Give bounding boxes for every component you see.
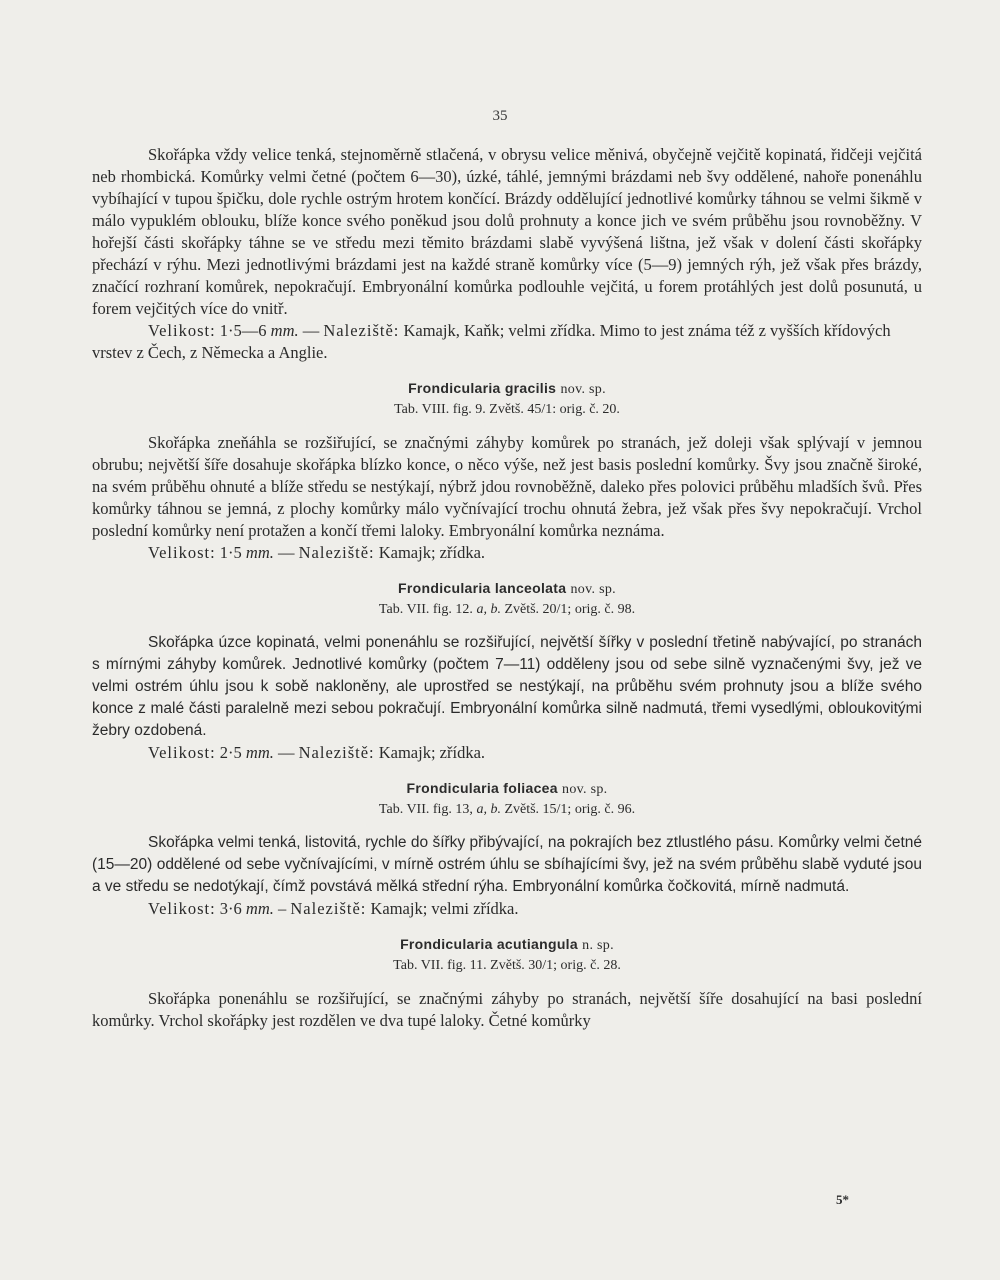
- plate-ref-magnification: Zvětš. 20/1; orig. č. 98.: [504, 602, 636, 617]
- plate-ref-parts: a, b.: [476, 802, 501, 817]
- species-title: [92, 578, 922, 600]
- species-description: Skořápka zneňáhla se rozšiřující, se značnými záhyby komůrek po stranách, jež doleji však splývají v jemnou obrubu; největší šíře dosahuje skořápka blízko konce, o něco výše, než jest basis poslední komůrky. Švy jsou značně široké, na svém průběhu ohnuté a blíže středu se nestýkají, nýbrž jdou rovnoběžně, daleko přes polovici průběhu mladších švů. Přes komůrky táhnou se jemná, z plochy komůrky málo vyčnívající trochu ohnutá žebra, jež však přes švy nepokračují. Vrchol poslední komůrky není protažen a končí třemi laloky. Embryonální komůrka neznáma.: [92, 433, 922, 540]
- size-label: Velikost:: [148, 743, 216, 762]
- species-note: nov. sp.: [570, 582, 616, 597]
- dash: —: [278, 543, 295, 562]
- intro-paragraph: Skořápka vždy velice tenká, stejnoměrně stlačená, v obrysu velice měnivá, obyčejně vejčitě kopinatá, řidčeji vejčitá neb rhombická. Komůrky velmi četné (počtem 6—30), úzké, táhlé, jemnými brázdami neb švy oddělené, nahoře ponenáhlu vybíhající v tupou špičku, dole rychle ostrým hrotem končící. Brázdy oddělující jednotlivé komůrky táhnou se velmi šikmě v málo vypuklém oblouku, blíže konce svého poněkud jsou dolů prohnuty a konce jich ve svém průběhu jsou rovnoběžny. V hořejší části skořápky táhne se ve středu mezi těmito brázdami slabě vyvýšená lištna, jež však v dolení části skořápky přechází v rýhu. Mezi jednotlivými brázdami jest na každé straně komůrky více (5—9) jemných rýh, jež však přes brázdy, značící rozhraní komůrek, nepokračují. Embryonální komůrka podlouhle vejčitá, u forem protáhlých jest dolů posunutá, u forem vejčitých více do vnitř.: [92, 145, 922, 318]
- plate-ref-figure: Tab. VIII. fig. 9.: [394, 402, 486, 417]
- locality-label: Naleziště:: [298, 543, 375, 562]
- species-title: [92, 378, 922, 400]
- intro-size-line: [92, 320, 922, 364]
- locality-value: Kamajk; zřídka.: [378, 743, 486, 762]
- signature-mark: 5*: [836, 1192, 849, 1207]
- plate-ref-magnification: Zvětš. 45/1: orig. č. 20.: [489, 402, 620, 417]
- locality-label: Naleziště:: [298, 743, 375, 762]
- size-label: Velikost:: [148, 899, 216, 918]
- species-name: Frondicularia lanceolata: [398, 580, 567, 596]
- plate-reference: [92, 400, 922, 420]
- species-name: Frondicularia acutiangula: [400, 936, 578, 952]
- locality-value: Kamajk; zřídka.: [378, 543, 486, 562]
- species-section: [92, 378, 922, 564]
- species-description: Skořápka velmi tenká, listovitá, rychle do šířky přibývající, na pokrajích bez ztlustlého pásu. Komůrky velmi četné (15—20) oddělené od sebe vyčnívajícími, v mírně ostrém úhlu se sbíhajícími švy, jež na svém průběhu slabě vyduté jsou a ve středu se nedotýkají, čímž povstává mělká střední rýha. Embryonální komůrka čočkovitá, mírně nadmutá.: [92, 834, 922, 895]
- species-description: Skořápka ponenáhlu se rozšiřující, se značnými záhyby po stranách, největší šíře dosahující na basi poslední komůrky. Vrchol skořápky jest rozdělen ve dva tupé laloky. Četné komůrky: [92, 989, 922, 1030]
- species-size-line: [92, 898, 922, 920]
- plate-ref-magnification: Zvětš. 15/1; orig. č. 96.: [504, 802, 636, 817]
- plate-ref-figure: Tab. VII. fig. 13,: [378, 802, 473, 817]
- plate-ref-magnification: Zvětš. 30/1; orig. č. 28.: [490, 958, 621, 973]
- size-unit: mm.: [245, 899, 274, 918]
- size-value: 2·5: [219, 743, 242, 762]
- species-description: Skořápka úzce kopinatá, velmi ponenáhlu se rozšiřující, největší šířky v poslední třetině nabývající, po stranách s mírnými záhyby komůrek. Jednotlivé komůrky (počtem 7—11) odděleny jsou od sebe silně vyznačenými švy, jež ve velmi ostrém úhlu jsou k sobě nakloněny, ale uprostřed se nestýkají, na průběhu svém prohnuty jsou a blíže svého konce z malé části paralelně mezi sebou pokračují. Embryonální komůrka silně nadmutá, třemi vysedlými, obloukovitými žebry ozdobená.: [92, 634, 922, 739]
- plate-reference: [92, 800, 922, 820]
- plate-ref-parts: a, b.: [476, 602, 501, 617]
- size-label: Velikost:: [148, 321, 216, 340]
- plate-ref-figure: Tab. VII. fig. 11.: [393, 958, 487, 973]
- size-unit: mm.: [245, 543, 274, 562]
- size-value: 3·6: [219, 899, 242, 918]
- dash: –: [278, 899, 287, 918]
- size-unit: mm.: [245, 743, 274, 762]
- dash: —: [278, 743, 295, 762]
- species-size-line: [92, 542, 922, 564]
- species-section: [92, 778, 922, 920]
- species-section: [92, 934, 922, 1032]
- species-note: nov. sp.: [562, 782, 608, 797]
- species-title: [92, 934, 922, 956]
- plate-ref-figure: Tab. VII. fig. 12.: [378, 602, 473, 617]
- locality-value: Kamajk; velmi zřídka.: [370, 899, 519, 918]
- species-section: [92, 578, 922, 764]
- plate-reference: [92, 956, 922, 976]
- species-title: [92, 778, 922, 800]
- locality-label: Naleziště:: [290, 899, 367, 918]
- dash: —: [302, 321, 320, 340]
- species-name: Frondicularia gracilis: [408, 380, 557, 396]
- page-number: 35: [492, 108, 508, 124]
- size-value: 1·5: [219, 543, 242, 562]
- locality-value: Kamajk, Kaňk; velmi zřídka. Mimo to jest známa též z vyšších křídových vrstev z Čech, z Německa a Anglie.: [92, 321, 891, 362]
- size-label: Velikost:: [148, 543, 216, 562]
- plate-reference: [92, 600, 922, 620]
- size-unit: mm.: [270, 321, 299, 340]
- page-body: [92, 144, 922, 1032]
- species-note: n. sp.: [582, 938, 614, 953]
- size-value: 1·5—6: [219, 321, 267, 340]
- species-name: Frondicularia foliacea: [406, 780, 558, 796]
- species-note: nov. sp.: [560, 382, 606, 397]
- species-size-line: [92, 742, 922, 764]
- locality-label: Naleziště:: [323, 321, 400, 340]
